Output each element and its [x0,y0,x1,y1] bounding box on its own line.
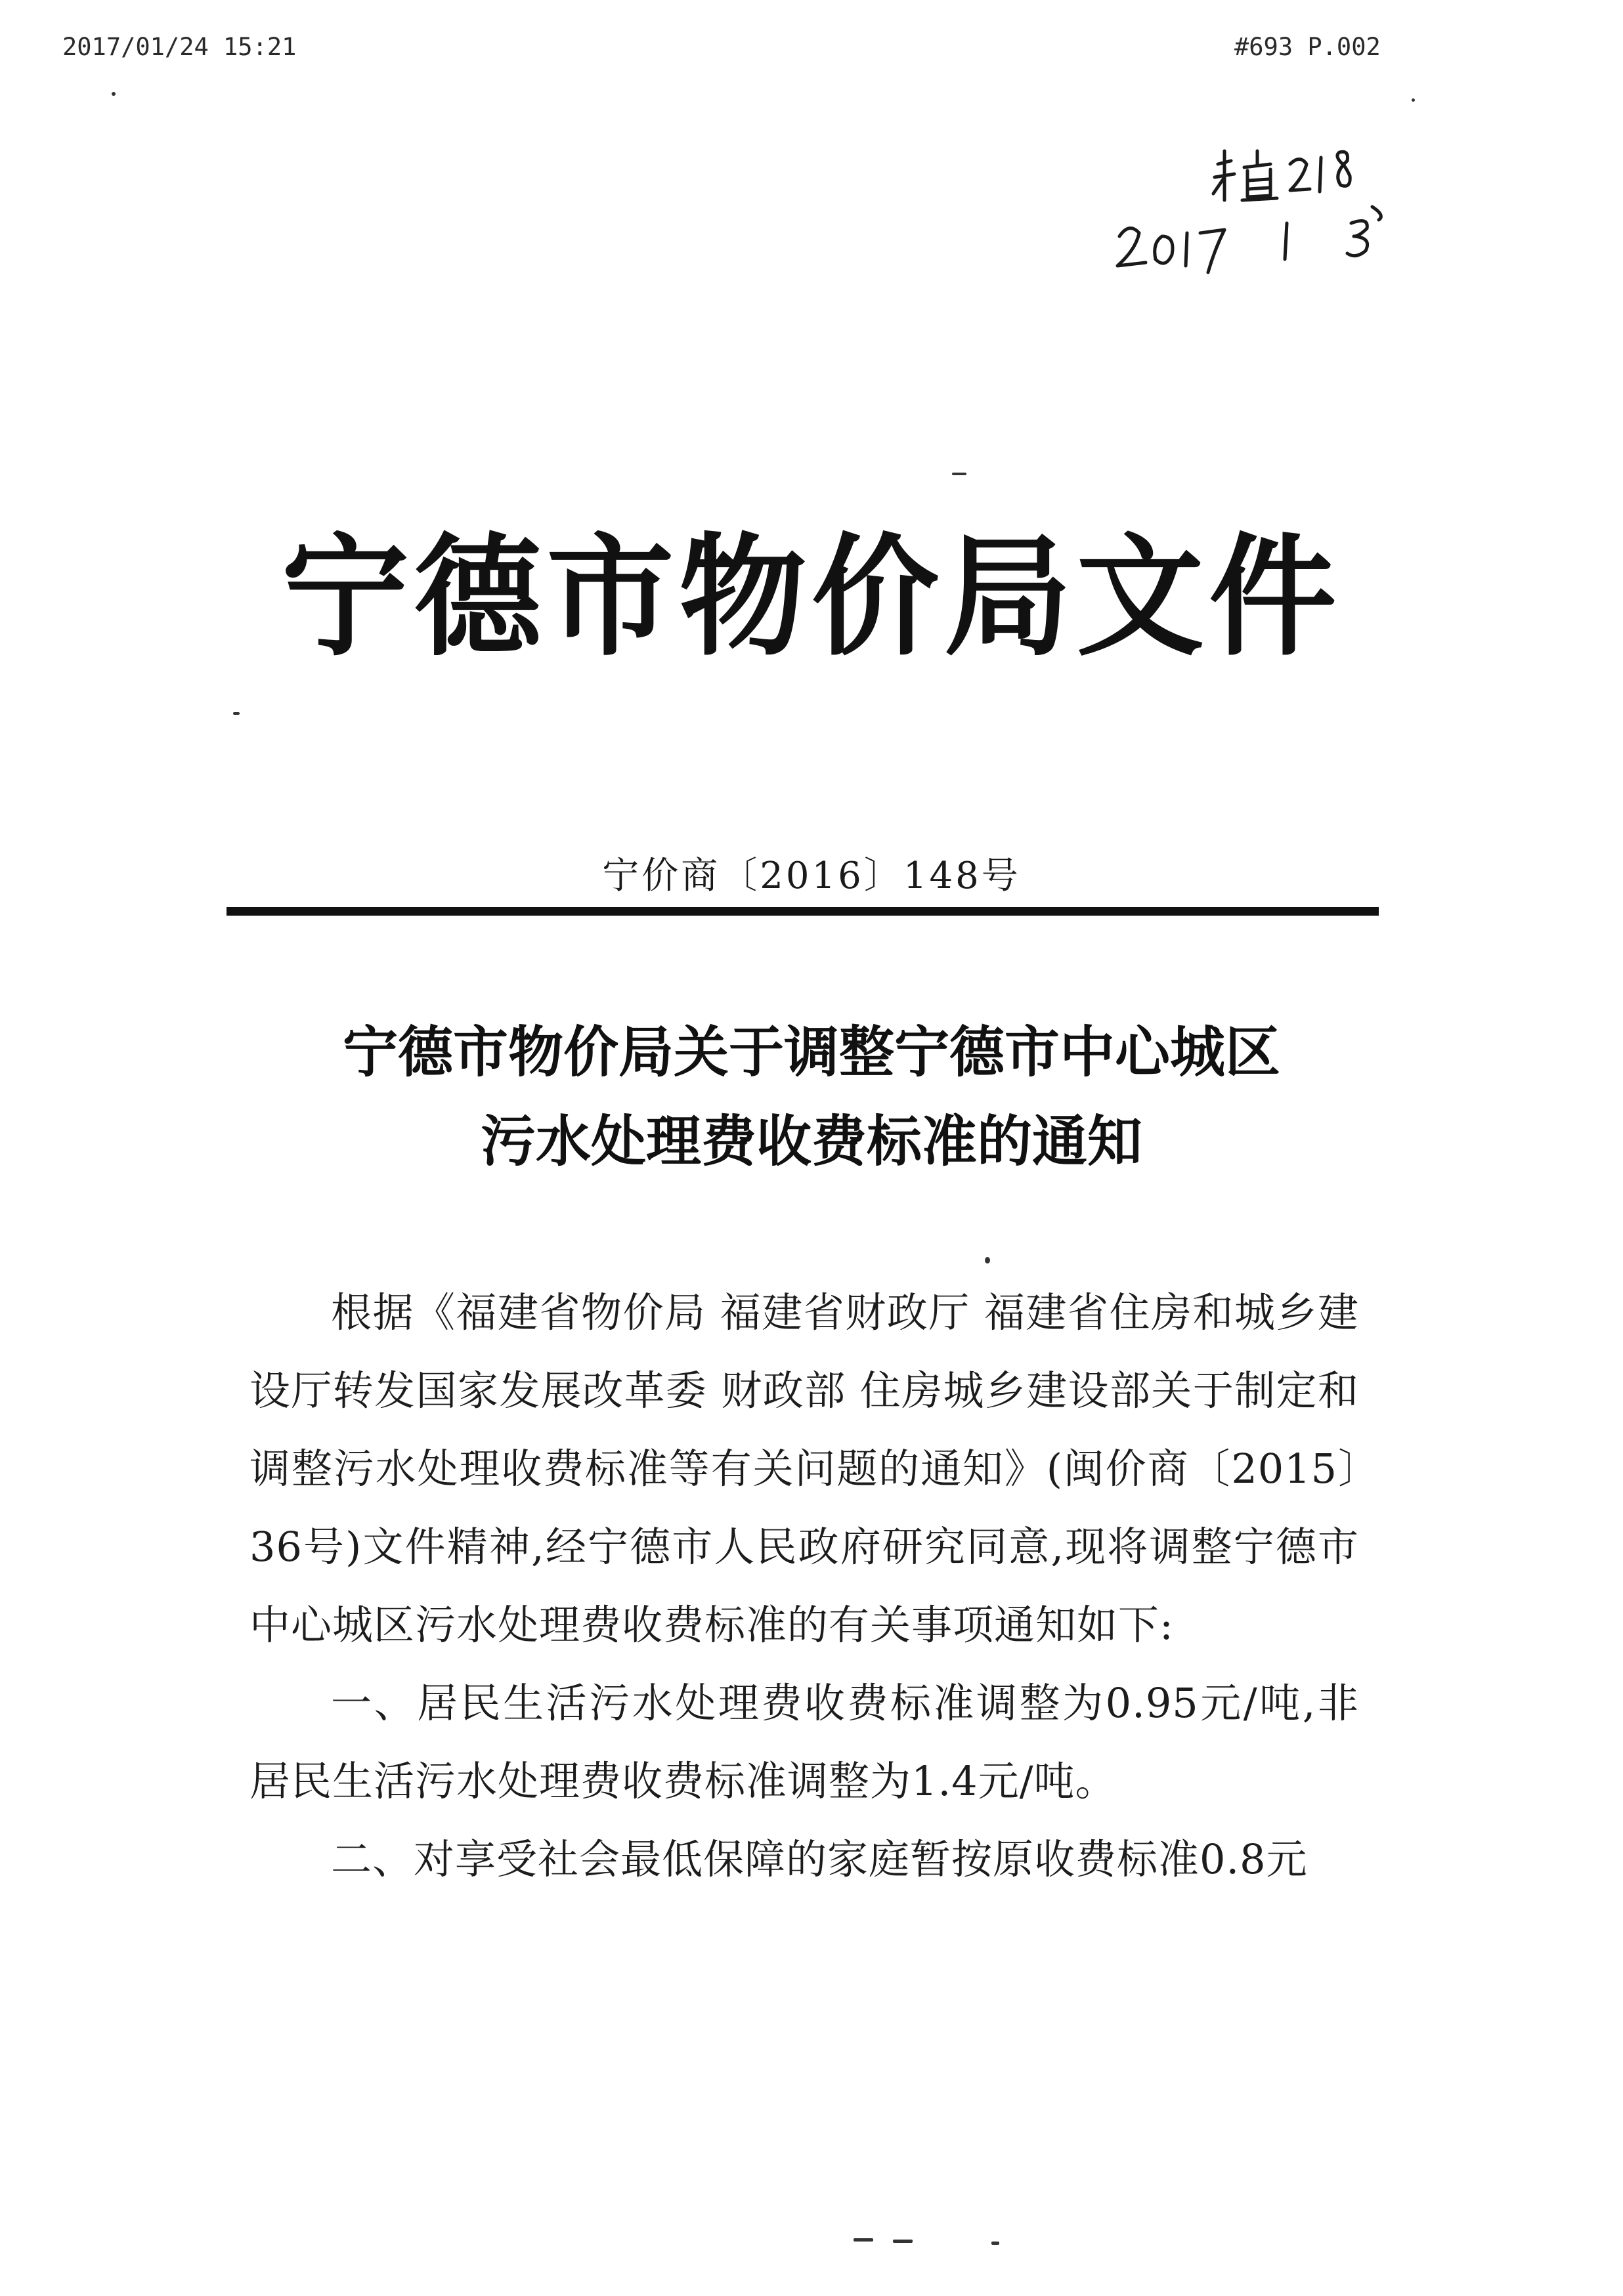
notice-body [249,1273,1359,1898]
scan-speck [1412,98,1415,102]
scan-speck [112,92,116,96]
body-paragraph: 一、居民生活污水处理费收费标准调整为0.95元/吨,非居民生活污水处理费收费标准调整为1.4元/吨。 [249,1679,1359,1806]
header-divider [227,907,1379,916]
scan-speck [233,712,240,715]
scan-speck [952,473,966,475]
fax-datetime: 2017/01/24 15:21 [62,33,297,61]
notice-title-line-2: 污水处理费收费标准的通知 [480,1109,1142,1174]
document-number: 宁价商〔2016〕148号 [602,855,1021,897]
scan-speck [991,2242,999,2245]
scan-speck [854,2238,873,2242]
document-title: 宁德市物价局文件 [281,520,1342,674]
notice-title-line-1: 宁德市物价局关于调整宁德市中心城区 [342,1019,1280,1084]
notice-title [0,1008,1623,1186]
fax-header [0,33,1623,72]
fax-page-ref: #693 P.002 [1234,33,1381,61]
scan-speck [893,2240,913,2243]
body-paragraph: 根据《福建省物价局 福建省财政厅 福建省住房和城乡建设厅转发国家发展改革委 财政部 住房城乡建设部关于制定和调整污水处理收费标准等有关问题的通知》(闽价商〔2015〕36号)文件精神,经宁德市人民政府研究同意,现将调整宁德市中心城区污水处理费收费标准的有关事项通知如下: [249,1288,1359,1649]
scan-speck [985,1257,990,1264]
handwritten-note [1090,138,1405,289]
body-paragraph: 二、对享受社会最低保障的家庭暂按原收费标准0.8元 [331,1835,1308,1884]
